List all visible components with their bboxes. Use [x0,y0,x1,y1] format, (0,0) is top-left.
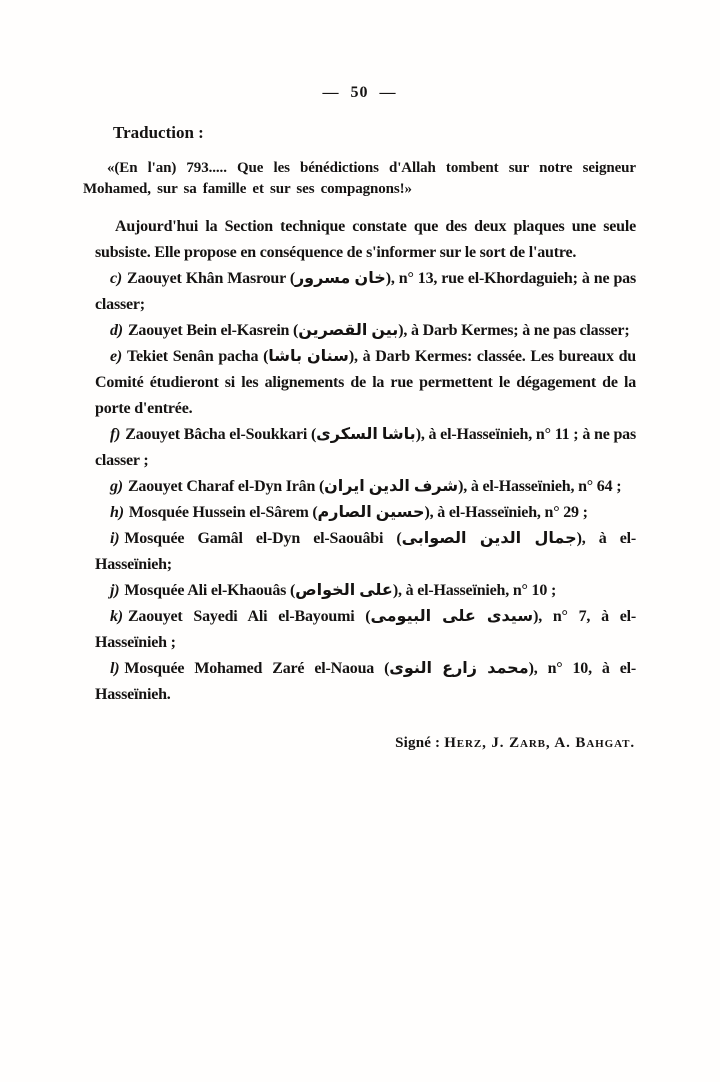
list-item [95,578,636,604]
page-number: — 50 — [322,84,397,101]
item-letter: e) [110,348,123,365]
signature-names: Herz, J. Zarb, A. Bahgat. [444,735,635,751]
item-letter: l) [110,660,120,677]
classification-list [83,266,636,708]
item-text: Mosquée Ali el-Khaouâs (على الخواص), à el-Hasseïnieh, n° 10 ; [124,582,557,599]
list-item [95,500,636,526]
item-letter: j) [110,582,120,599]
item-text: Zaouyet Khân Masrour (خان مسرور), n° 13, rue el-Khordaguieh; à ne pas classer; [95,270,636,313]
list-item [95,604,636,656]
section-title: Traduction : [113,123,204,142]
item-letter: h) [110,504,124,521]
item-letter: i) [110,530,120,547]
text-block [83,84,636,752]
list-item [95,318,636,344]
item-text: Mosquée Mohamed Zaré el-Naoua (محمد زارع النوى), n° 10, à el-Hasseïnieh. [95,660,636,703]
signature-label: Signé : [395,735,445,751]
item-letter: d) [110,322,123,339]
list-item [95,526,636,578]
item-letter: c) [110,270,123,287]
list-item [95,422,636,474]
item-text: Tekiet Senân pacha (سنان باشا), à Darb Kermes: classée. Les bureaux du Comité étudieront si les alignements de la rue permettent le dégagement de la porte d'entrée. [95,348,636,417]
item-text: Mosquée Hussein el-Sârem (حسين الصارم), à el-Hasseïnieh, n° 29 ; [128,504,588,521]
list-item [95,266,636,318]
item-text: Mosquée Gamâl el-Dyn el-Saouâbi (جمال الدين الصوابى), à el-Hasseïnieh; [95,530,636,573]
item-letter: k) [110,608,123,625]
translation-quote: «(En l'an) 793..... Que les bénédictions d'Allah tombent sur notre seigneur Mohamed, sur sa famille et sur ses compagnons!» [83,160,636,197]
body-paragraph: Aujourd'hui la Section technique constate que des deux plaques une seule subsiste. Elle propose en conséquence de s'informer sur le sort de l'autre. [95,218,636,261]
item-text: Zaouyet Bâcha el-Soukkari (باشا السكرى), à el-Hasseïnieh, n° 11 ; à ne pas classer ; [95,426,637,469]
item-letter: g) [110,478,123,495]
item-text: Zaouyet Sayedi Ali el-Bayoumi (سيدى على البيومى), n° 7, à el-Hasseïnieh ; [95,608,637,651]
list-item [95,474,636,500]
signature-line [83,735,635,752]
item-text: Zaouyet Charaf el-Dyn Irân (شرف الدين ايران), à el-Hasseïnieh, n° 64 ; [127,478,622,495]
item-letter: f) [110,426,121,443]
list-item [95,656,636,708]
item-text: Zaouyet Bein el-Kasrein (بين القصرين), à Darb Kermes; à ne pas classer; [127,322,630,339]
list-item [95,344,636,422]
